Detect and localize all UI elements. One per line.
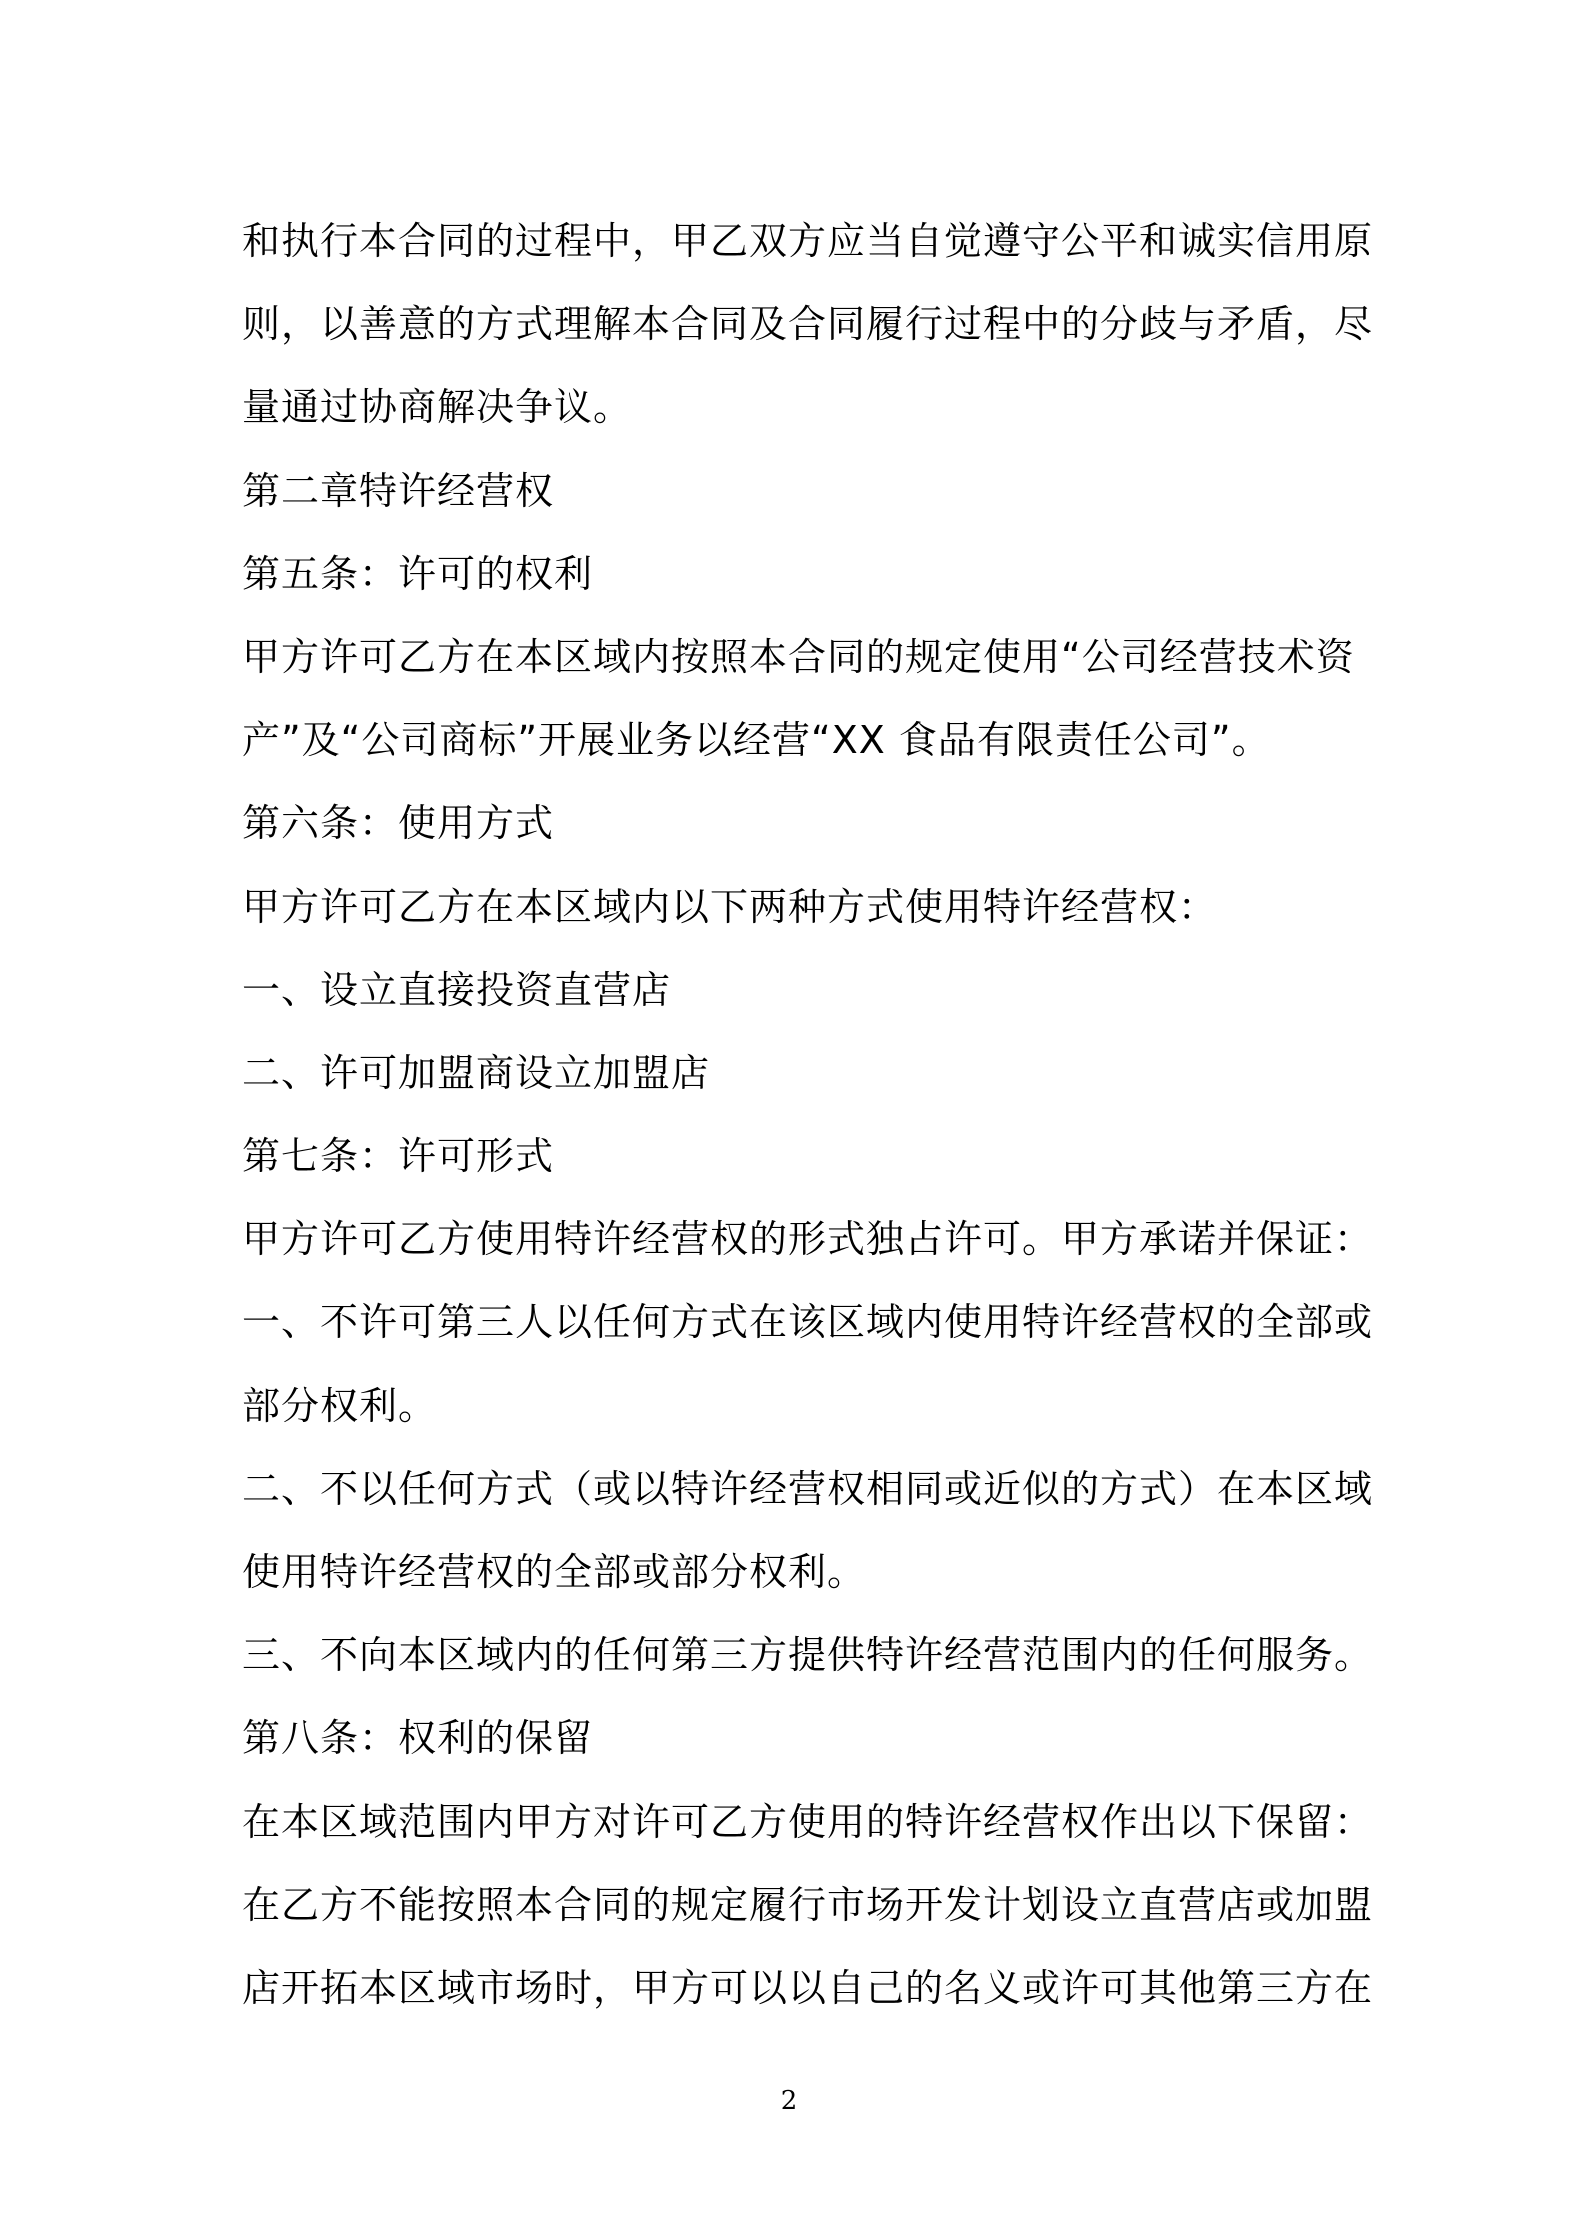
list-item: 二、许可加盟商设立加盟店 (242, 1050, 711, 1095)
document-body (242, 200, 1374, 2030)
body-line: 店开拓本区域市场时，甲方可以以自己的名义或许可其他第三方在 (242, 1965, 1374, 2010)
body-line: 则，以善意的方式理解本合同及合同履行过程中的分歧与矛盾，尽 (242, 302, 1374, 347)
chapter-heading: 第二章特许经营权 (242, 468, 555, 513)
list-item: 一、设立直接投资直营店 (242, 967, 672, 1012)
article-heading: 第五条：许可的权利 (242, 551, 594, 596)
body-line: 量通过协商解决争议。 (242, 385, 633, 430)
body-line: 和执行本合同的过程中，甲乙双方应当自觉遵守公平和诚实信用原 (242, 219, 1374, 263)
body-line: 甲方许可乙方在本区域内以下两种方式使用特许经营权： (242, 884, 1218, 929)
body-line: 在乙方不能按照本合同的规定履行市场开发计划设立直营店或加盟 (242, 1882, 1374, 1927)
body-line: 产”及“公司商标”开展业务以经营“XX 食品有限责任公司”。 (242, 718, 1271, 763)
list-item-continuation: 部分权利。 (242, 1383, 438, 1428)
page-number: 2 (780, 2086, 798, 2116)
list-item: 一、不许可第三人以任何方式在该区域内使用特许经营权的全部或 (242, 1300, 1374, 1345)
list-item: 三、不向本区域内的任何第三方提供特许经营范围内的任何服务。 (242, 1633, 1374, 1678)
list-item: 二、不以任何方式（或以特许经营权相同或近似的方式）在本区域 (242, 1466, 1374, 1511)
body-line: 甲方许可乙方使用特许经营权的形式独占许可。甲方承诺并保证： (242, 1217, 1374, 1262)
body-line: 在本区域范围内甲方对许可乙方使用的特许经营权作出以下保留： (242, 1799, 1374, 1844)
list-item-continuation: 使用特许经营权的全部或部分权利。 (242, 1550, 867, 1594)
article-heading: 第六条：使用方式 (242, 801, 555, 846)
article-heading: 第七条：许可形式 (242, 1134, 555, 1179)
article-heading: 第八条：权利的保留 (242, 1716, 594, 1761)
body-line: 甲方许可乙方在本区域内按照本合同的规定使用“公司经营技术资 (242, 634, 1355, 679)
